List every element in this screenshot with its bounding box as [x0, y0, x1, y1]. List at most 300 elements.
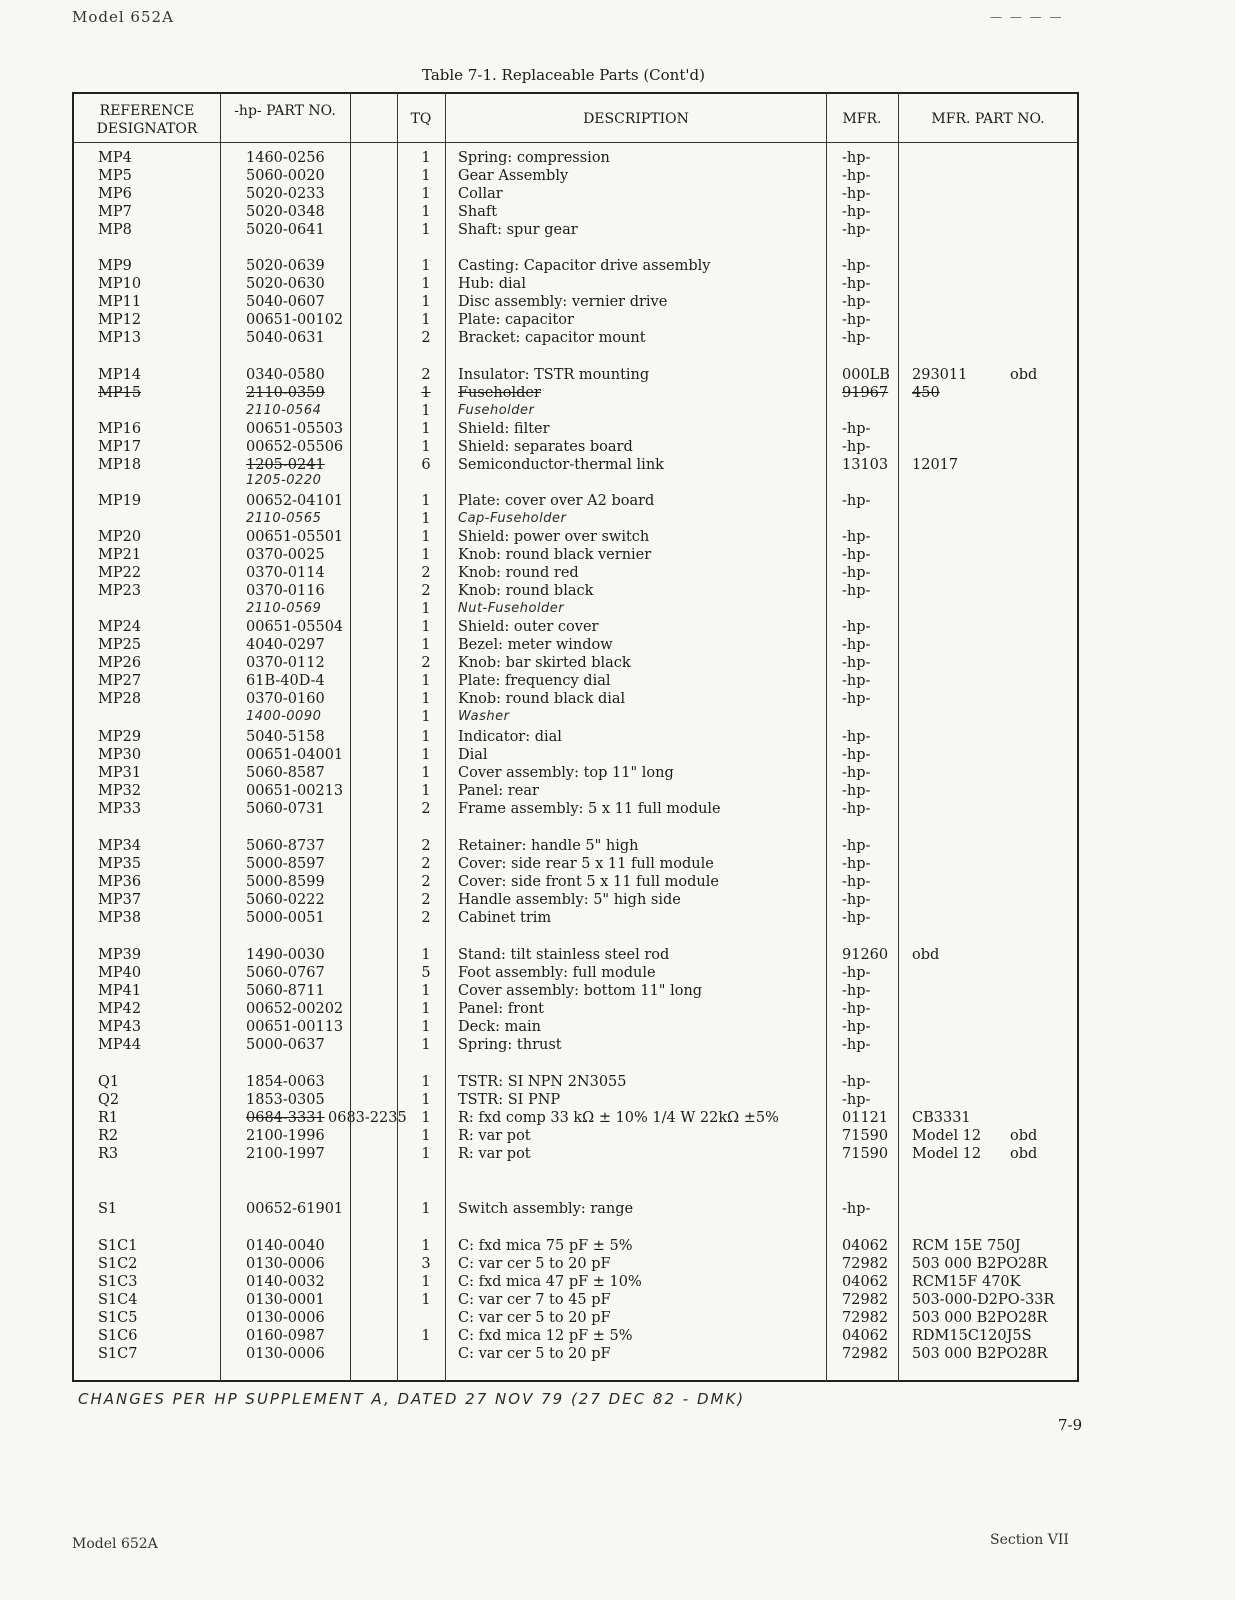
table-row — [0, 837, 1235, 855]
cell-desc: Knob: round black dial — [458, 691, 626, 707]
cell-ref: Q1 — [98, 1074, 120, 1090]
table-row — [0, 402, 1235, 420]
cell-tq: 6 — [421, 457, 431, 473]
cell-mfr: -hp- — [842, 168, 871, 184]
cell-ref: MP36 — [98, 874, 142, 890]
cell-ref: MP35 — [98, 856, 142, 872]
cell-mfr: -hp- — [842, 838, 871, 854]
page-header-right: — — — — — [990, 10, 1064, 24]
cell-desc: R: var pot — [458, 1146, 531, 1162]
cell-desc: Foot assembly: full module — [458, 965, 656, 981]
cell-ref: MP20 — [98, 529, 142, 545]
footer-section: Section VII — [990, 1532, 1069, 1548]
cell-tq: 2 — [421, 892, 431, 908]
cell-part: 5060-8587 — [246, 765, 325, 781]
cell-part: 2110-0564 — [246, 403, 322, 418]
cell-part: 00651-04001 — [246, 747, 344, 763]
cell-tq: 1 — [421, 1146, 431, 1162]
cell-desc: Semiconductor-thermal link — [458, 457, 664, 473]
cell-part: 0130-0006 — [246, 1310, 325, 1326]
cell-mfr: -hp- — [842, 1001, 871, 1017]
cell-part: 00652-05506 — [246, 439, 344, 455]
cell-ref: MP5 — [98, 168, 132, 184]
table-row — [0, 149, 1235, 167]
cell-part: 1490-0030 — [246, 947, 325, 963]
cell-desc: Cover assembly: top 11" long — [458, 765, 674, 781]
cell-desc: Shield: power over switch — [458, 529, 650, 545]
cell-mfr: 72982 — [842, 1292, 889, 1308]
cell-ref: MP15 — [98, 385, 142, 401]
cell-mfr: -hp- — [842, 294, 871, 310]
cell-mfr: -hp- — [842, 892, 871, 908]
cell-tq: 1 — [421, 493, 431, 509]
cell-ref: MP34 — [98, 838, 142, 854]
cell-tq: 1 — [421, 673, 431, 689]
cell-tq: 1 — [421, 312, 431, 328]
cell-ref: MP18 — [98, 457, 142, 473]
cell-ref: MP7 — [98, 204, 132, 220]
table-row — [0, 690, 1235, 708]
column-header-reference: REFERENCE DESIGNATOR — [96, 103, 198, 137]
cell-tq: 2 — [421, 910, 431, 926]
cell-part: 0370-0114 — [246, 565, 325, 581]
cell-part: 5040-5158 — [246, 729, 325, 745]
cell-mfr: -hp- — [842, 655, 871, 671]
cell-part: 5060-8737 — [246, 838, 325, 854]
table-row — [0, 510, 1235, 528]
cell-part: 00652-00202 — [246, 1001, 344, 1017]
cell-mpn: 293011 — [912, 367, 968, 383]
cell-ref: MP27 — [98, 673, 142, 689]
cell-tq: 1 — [421, 204, 431, 220]
cell-tq: 1 — [421, 511, 431, 527]
cell-desc: Bracket: capacitor mount — [458, 330, 646, 346]
cell-desc: TSTR: SI PNP — [458, 1092, 561, 1108]
table-row — [0, 1145, 1235, 1163]
table-row — [0, 1345, 1235, 1363]
cell-desc: Knob: round black vernier — [458, 547, 652, 563]
cell-tq: 1 — [421, 168, 431, 184]
cell-tq: 1 — [421, 747, 431, 763]
cell-desc: TSTR: SI NPN 2N3055 — [458, 1074, 627, 1090]
cell-desc: Hub: dial — [458, 276, 526, 292]
cell-part: 0370-0116 — [246, 583, 325, 599]
cell-tq: 2 — [421, 874, 431, 890]
cell-mfr: -hp- — [842, 493, 871, 509]
table-row — [0, 636, 1235, 654]
table-row — [0, 564, 1235, 582]
cell-tq: 2 — [421, 655, 431, 671]
cell-desc: Cover assembly: bottom 11" long — [458, 983, 703, 999]
cell-ref: MP24 — [98, 619, 142, 635]
cell-tq: 3 — [421, 1256, 431, 1272]
table-row — [0, 964, 1235, 982]
cell-desc: C: fxd mica 75 pF ± 5% — [458, 1238, 633, 1254]
table-row — [0, 708, 1235, 726]
cell-ref: MP9 — [98, 258, 132, 274]
table-row — [0, 618, 1235, 636]
cell-ref: S1C5 — [98, 1310, 138, 1326]
table-row — [0, 257, 1235, 275]
column-header-part-no: -hp- PART NO. — [234, 103, 336, 119]
cell-desc: Fuseholder — [458, 385, 541, 401]
cell-part: 00651-00102 — [246, 312, 344, 328]
cell-part: 0370-0112 — [246, 655, 325, 671]
cell-ref: MP37 — [98, 892, 142, 908]
cell-part: 0130-0001 — [246, 1292, 325, 1308]
cell-mpn: Model 12 — [912, 1128, 982, 1144]
cell-tq: 1 — [421, 619, 431, 635]
cell-mfr: -hp- — [842, 186, 871, 202]
cell-part: 5020-0641 — [246, 222, 325, 238]
cell-tq: 1 — [421, 547, 431, 563]
cell-desc: Bezel: meter window — [458, 637, 613, 653]
cell-desc: Shield: separates board — [458, 439, 633, 455]
table-row — [0, 546, 1235, 564]
cell-mpn: RCM15F 470K — [912, 1274, 1021, 1290]
cell-desc: Cover: side rear 5 x 11 full module — [458, 856, 714, 872]
cell-desc: Fuseholder — [458, 403, 535, 418]
cell-part: 1854-0063 — [246, 1074, 325, 1090]
cell-part: 00651-00113 — [246, 1019, 344, 1035]
page-header-model: Model 652A — [72, 8, 174, 26]
cell-part: 2110-0569 — [246, 601, 322, 616]
cell-tq: 2 — [421, 330, 431, 346]
cell-tq: 1 — [421, 403, 431, 419]
cell-mpn: 503-000-D2PO-33R — [912, 1292, 1055, 1308]
cell-part: 5060-0222 — [246, 892, 325, 908]
cell-mfr: 91260 — [842, 947, 889, 963]
cell-mfr: 71590 — [842, 1146, 889, 1162]
cell-tq: 1 — [421, 1019, 431, 1035]
cell-ref: MP29 — [98, 729, 142, 745]
cell-mfr: -hp- — [842, 673, 871, 689]
cell-tq: 2 — [421, 801, 431, 817]
cell-obd: obd — [1010, 367, 1038, 383]
cell-tq: 1 — [421, 1274, 431, 1290]
cell-part: 00651-05501 — [246, 529, 344, 545]
cell-ref: Q2 — [98, 1092, 120, 1108]
cell-tq: 1 — [421, 150, 431, 166]
cell-mpn: 503 000 B2PO28R — [912, 1310, 1048, 1326]
table-row — [0, 946, 1235, 964]
cell-desc: Shaft — [458, 204, 498, 220]
cell-mfr: -hp- — [842, 1037, 871, 1053]
cell-desc: Knob: bar skirted black — [458, 655, 631, 671]
table-row — [0, 472, 1235, 490]
table-row — [0, 855, 1235, 873]
cell-tq: 1 — [421, 601, 431, 617]
cell-desc: C: fxd mica 47 pF ± 10% — [458, 1274, 642, 1290]
cell-tq: 2 — [421, 565, 431, 581]
cell-desc: Nut-Fuseholder — [458, 601, 565, 616]
table-row — [0, 1237, 1235, 1255]
table-row — [0, 528, 1235, 546]
table-row — [0, 800, 1235, 818]
cell-tq: 1 — [421, 709, 431, 725]
cell-ref: MP32 — [98, 783, 142, 799]
cell-mfr: 72982 — [842, 1310, 889, 1326]
cell-tq: 1 — [421, 1110, 431, 1126]
cell-mfr: -hp- — [842, 983, 871, 999]
table-row — [0, 221, 1235, 239]
cell-desc: Cover: side front 5 x 11 full module — [458, 874, 719, 890]
cell-tq: 1 — [421, 439, 431, 455]
cell-tq: 1 — [421, 1201, 431, 1217]
cell-ref: MP12 — [98, 312, 142, 328]
cell-ref: MP38 — [98, 910, 142, 926]
cell-tq: 1 — [421, 765, 431, 781]
cell-mfr: 000LB — [842, 367, 890, 383]
cell-ref: R3 — [98, 1146, 119, 1162]
cell-part: 0160-0987 — [246, 1328, 325, 1344]
cell-part: 1205-0220 — [246, 473, 322, 488]
column-header-description: DESCRIPTION — [583, 111, 689, 127]
cell-mfr: -hp- — [842, 637, 871, 653]
cell-tq: 5 — [421, 965, 431, 981]
table-row — [0, 1200, 1235, 1218]
cell-tq: 1 — [421, 276, 431, 292]
table-row — [0, 203, 1235, 221]
cell-part: 5000-0051 — [246, 910, 325, 926]
cell-part: 00652-04101 — [246, 493, 344, 509]
cell-tq: 2 — [421, 367, 431, 383]
cell-part: 00652-61901 — [246, 1201, 344, 1217]
cell-tq: 1 — [421, 637, 431, 653]
cell-desc: Retainer: handle 5" high — [458, 838, 639, 854]
cell-ref: MP31 — [98, 765, 142, 781]
cell-tq: 1 — [421, 1128, 431, 1144]
cell-part: 0340-0580 — [246, 367, 325, 383]
cell-desc: Deck: main — [458, 1019, 541, 1035]
table-row — [0, 167, 1235, 185]
cell-part: 5060-0731 — [246, 801, 325, 817]
cell-part: 2110-0359 — [246, 385, 325, 401]
table-row — [0, 728, 1235, 746]
page-number: 7-9 — [1058, 1416, 1083, 1434]
cell-desc: Shield: outer cover — [458, 619, 599, 635]
cell-ref: S1 — [98, 1201, 118, 1217]
cell-desc: Plate: capacitor — [458, 312, 574, 328]
table-row — [0, 654, 1235, 672]
cell-desc: Cabinet trim — [458, 910, 552, 926]
cell-tq: 1 — [421, 1074, 431, 1090]
table-row — [0, 1073, 1235, 1091]
table-row — [0, 746, 1235, 764]
cell-mpn: 12017 — [912, 457, 959, 473]
cell-tq: 1 — [421, 729, 431, 745]
cell-desc: Frame assembly: 5 x 11 full module — [458, 801, 721, 817]
cell-desc: Shaft: spur gear — [458, 222, 578, 238]
cell-mfr: 01121 — [842, 1110, 889, 1126]
cell-desc: Cap-Fuseholder — [458, 511, 567, 526]
cell-mpn: 503 000 B2PO28R — [912, 1346, 1048, 1362]
cell-ref: MP33 — [98, 801, 142, 817]
cell-part: 5020-0630 — [246, 276, 325, 292]
cell-mfr: -hp- — [842, 204, 871, 220]
cell-mfr: -hp- — [842, 619, 871, 635]
table-row — [0, 311, 1235, 329]
cell-ref: MP13 — [98, 330, 142, 346]
cell-obd: obd — [1010, 1146, 1038, 1162]
table-row — [0, 1309, 1235, 1327]
cell-mfr: -hp- — [842, 150, 871, 166]
cell-ref: MP4 — [98, 150, 132, 166]
cell-desc: Collar — [458, 186, 503, 202]
cell-ref: MP23 — [98, 583, 142, 599]
cell-ref: MP10 — [98, 276, 142, 292]
cell-mfr: 04062 — [842, 1274, 889, 1290]
cell-desc: R: fxd comp 33 kΩ ± 10% 1/4 W 22kΩ ±5% — [458, 1110, 779, 1126]
cell-part: 1400-0090 — [246, 709, 322, 724]
table-row — [0, 366, 1235, 384]
cell-part: 5060-8711 — [246, 983, 325, 999]
cell-mpn: obd — [912, 947, 940, 963]
cell-desc: Washer — [458, 709, 510, 724]
cell-part: 00651-00213 — [246, 783, 344, 799]
table-row — [0, 492, 1235, 510]
cell-mfr: -hp- — [842, 312, 871, 328]
cell-part: 5020-0233 — [246, 186, 325, 202]
cell-part: 00651-05504 — [246, 619, 344, 635]
table-row — [0, 672, 1235, 690]
table-row — [0, 582, 1235, 600]
cell-mpn: 450 — [912, 385, 940, 401]
cell-desc: Insulator: TSTR mounting — [458, 367, 650, 383]
cell-ref: MP39 — [98, 947, 142, 963]
cell-tq: 1 — [421, 258, 431, 274]
table-row — [0, 600, 1235, 618]
cell-part: 5040-0607 — [246, 294, 325, 310]
cell-mfr: -hp- — [842, 1092, 871, 1108]
cell-ref: MP28 — [98, 691, 142, 707]
cell-mfr: -hp- — [842, 583, 871, 599]
cell-part: 0370-0160 — [246, 691, 325, 707]
table-row — [0, 420, 1235, 438]
cell-ref: MP42 — [98, 1001, 142, 1017]
cell-mfr: -hp- — [842, 330, 871, 346]
cell-part: 2100-1997 — [246, 1146, 325, 1162]
cell-ref: MP44 — [98, 1037, 142, 1053]
cell-mfr: -hp- — [842, 1201, 871, 1217]
cell-desc: Panel: rear — [458, 783, 539, 799]
table-row — [0, 782, 1235, 800]
cell-ref: S1C2 — [98, 1256, 138, 1272]
cell-mfr: 72982 — [842, 1346, 889, 1362]
cell-ref: MP8 — [98, 222, 132, 238]
table-row — [0, 293, 1235, 311]
table-caption: Table 7-1. Replaceable Parts (Cont'd) — [422, 66, 705, 84]
cell-desc: Plate: frequency dial — [458, 673, 611, 689]
cell-desc: Indicator: dial — [458, 729, 562, 745]
cell-ref: R2 — [98, 1128, 119, 1144]
cell-tq: 1 — [421, 529, 431, 545]
cell-desc: Casting: Capacitor drive assembly — [458, 258, 711, 274]
cell-part: 00651-05503 — [246, 421, 344, 437]
cell-desc: Knob: round red — [458, 565, 579, 581]
column-header-mfr: MFR. — [842, 111, 882, 127]
cell-part: 1853-0305 — [246, 1092, 325, 1108]
cell-mpn: 503 000 B2PO28R — [912, 1256, 1048, 1272]
cell-part: 61B-40D-4 — [246, 673, 325, 689]
cell-part: 5000-0637 — [246, 1037, 325, 1053]
cell-tq: 2 — [421, 856, 431, 872]
cell-mfr: -hp- — [842, 258, 871, 274]
cell-tq: 1 — [421, 1001, 431, 1017]
cell-part: 5000-8597 — [246, 856, 325, 872]
cell-ref: MP21 — [98, 547, 142, 563]
cell-desc: Knob: round black — [458, 583, 594, 599]
cell-part: 5060-0020 — [246, 168, 325, 184]
cell-desc: C: var cer 7 to 45 pF — [458, 1292, 611, 1308]
cell-ref: S1C3 — [98, 1274, 138, 1290]
cell-mfr: -hp- — [842, 1074, 871, 1090]
cell-ref: MP6 — [98, 186, 132, 202]
table-row — [0, 764, 1235, 782]
cell-desc: Shield: filter — [458, 421, 550, 437]
cell-part: 1205-0241 — [246, 457, 325, 473]
table-row — [0, 909, 1235, 927]
cell-part: 0140-0032 — [246, 1274, 325, 1290]
cell-mfr: -hp- — [842, 801, 871, 817]
cell-mfr: -hp- — [842, 1019, 871, 1035]
cell-mfr: -hp- — [842, 910, 871, 926]
cell-mpn: CB3331 — [912, 1110, 971, 1126]
cell-tq: 1 — [421, 222, 431, 238]
column-header-tq: TQ — [410, 111, 432, 127]
cell-mfr: -hp- — [842, 965, 871, 981]
cell-mpn: RCM 15E 750J — [912, 1238, 1021, 1254]
cell-part: 2110-0565 — [246, 511, 322, 526]
cell-mfr: -hp- — [842, 691, 871, 707]
cell-desc: Handle assembly: 5" high side — [458, 892, 681, 908]
cell-tq: 1 — [421, 421, 431, 437]
cell-ref: MP41 — [98, 983, 142, 999]
cell-mfr: -hp- — [842, 529, 871, 545]
cell-ref: MP43 — [98, 1019, 142, 1035]
table-row — [0, 1091, 1235, 1109]
cell-mfr: -hp- — [842, 747, 871, 763]
footer-model: Model 652A — [72, 1536, 158, 1552]
cell-mfr: -hp- — [842, 276, 871, 292]
table-row — [0, 329, 1235, 347]
cell-tq: 1 — [421, 294, 431, 310]
cell-mfr: -hp- — [842, 765, 871, 781]
cell-desc: C: var cer 5 to 20 pF — [458, 1346, 611, 1362]
handwritten-footnote: CHANGES PER HP SUPPLEMENT A, DATED 27 NOV 79 (27 DEC 82 - DMK) — [78, 1390, 746, 1408]
cell-desc: C: fxd mica 12 pF ± 5% — [458, 1328, 633, 1344]
cell-ref: MP19 — [98, 493, 142, 509]
cell-tq: 1 — [421, 983, 431, 999]
cell-part: 5020-0639 — [246, 258, 325, 274]
cell-part: 0130-0006 — [246, 1256, 325, 1272]
cell-ref: MP25 — [98, 637, 142, 653]
column-header-mfr-part-no: MFR. PART NO. — [931, 111, 1045, 127]
cell-desc: Gear Assembly — [458, 168, 569, 184]
cell-mfr: -hp- — [842, 874, 871, 890]
cell-extra: 0683-2235 — [328, 1110, 407, 1126]
table-row — [0, 873, 1235, 891]
table-row — [0, 1127, 1235, 1145]
table-row — [0, 1036, 1235, 1054]
cell-desc: Panel: front — [458, 1001, 544, 1017]
cell-mfr: -hp- — [842, 565, 871, 581]
cell-tq: 1 — [421, 1292, 431, 1308]
table-row — [0, 275, 1235, 293]
cell-desc: Disc assembly: vernier drive — [458, 294, 668, 310]
cell-part: 5040-0631 — [246, 330, 325, 346]
cell-part: 5060-0767 — [246, 965, 325, 981]
